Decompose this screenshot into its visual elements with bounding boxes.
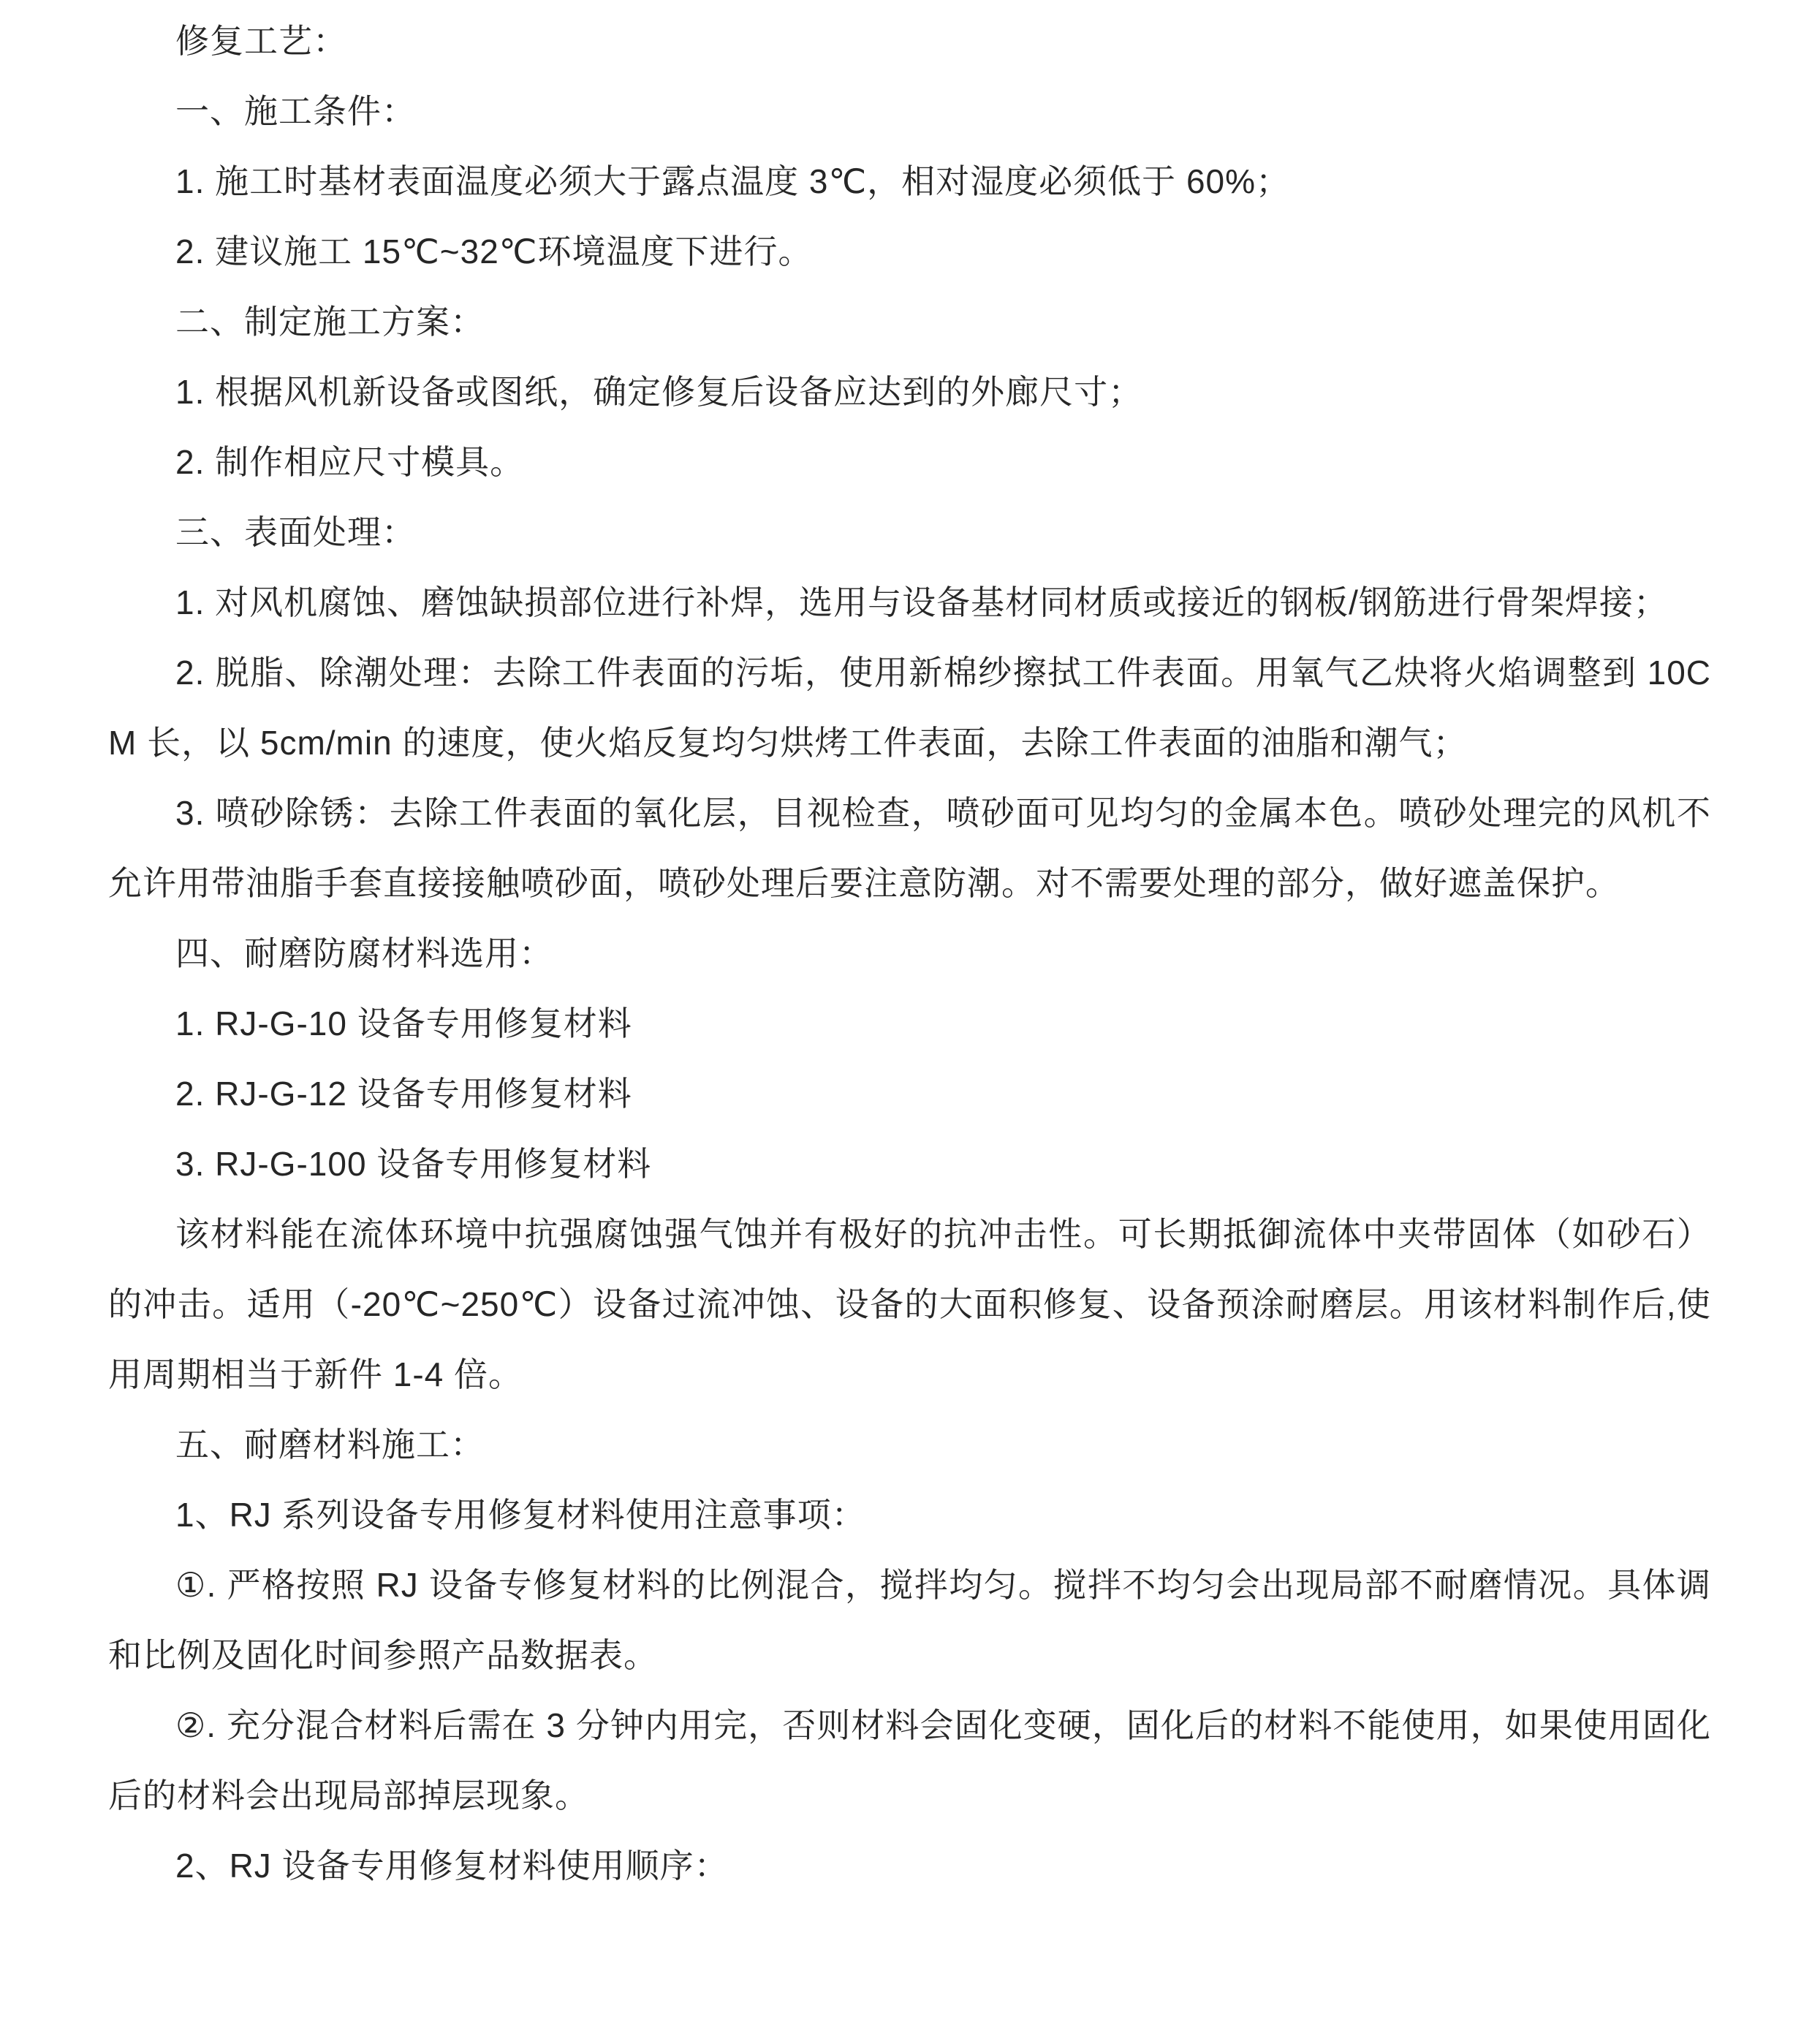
paragraph-surface-2: 2. 脱脂、除潮处理：去除工件表面的污垢，使用新棉纱擦拭工件表面。用氧气乙炔将火焰调整到 10CM 长，以 5cm/min 的速度，使火焰反复均匀烘烤工件表面，去除工件表面的油脂和潮气； <box>108 654 1711 762</box>
paragraph-plan-2: 2. 制作相应尺寸模具。 <box>175 443 525 481</box>
paragraph-plan-1: 1. 根据风机新设备或图纸，确定修复后设备应达到的外廊尺寸； <box>175 373 1143 411</box>
paragraph-usage-order-heading: 2、RJ 设备专用修复材料使用顺序： <box>175 1847 729 1885</box>
section-heading-1-conditions: 一、施工条件： <box>175 92 416 130</box>
paragraph-construction-note-2: ②. 充分混合材料后需在 3 分钟内用完，否则材料会固化变硬，固化后的材料不能使用，如果使用固化后的材料会出现局部掉层现象。 <box>108 1706 1711 1814</box>
section-heading-2-plan: 二、制定施工方案： <box>175 303 485 341</box>
paragraph-material-rj-g-12: 2. RJ-G-12 设备专用修复材料 <box>175 1075 632 1113</box>
paragraph-material-rj-g-100: 3. RJ-G-100 设备专用修复材料 <box>175 1145 652 1183</box>
section-heading-4-materials: 四、耐磨防腐材料选用： <box>175 934 553 972</box>
paragraph-material-rj-g-10: 1. RJ-G-10 设备专用修复材料 <box>175 1004 632 1042</box>
doc-title: 修复工艺： <box>175 22 347 60</box>
paragraph-surface-3: 3. 喷砂除锈：去除工件表面的氧化层，目视检查，喷砂面可见均匀的金属本色。喷砂处理完的风机不允许用带油脂手套直接接触喷砂面，喷砂处理后要注意防潮。对不需要处理的部分，做好遮盖保护。 <box>108 794 1711 902</box>
paragraph-surface-1: 1. 对风机腐蚀、磨蚀缺损部位进行补焊，选用与设备基材同材质或接近的钢板/钢筋进行骨架焊接； <box>175 583 1668 621</box>
paragraph-construction-note-1: ①. 严格按照 RJ 设备专修复材料的比例混合，搅拌均匀。搅拌不均匀会出现局部不耐磨情况。具体调和比例及固化时间参照产品数据表。 <box>108 1566 1711 1674</box>
paragraph-material-description: 该材料能在流体环境中抗强腐蚀强气蚀并有极好的抗冲击性。可长期抵御流体中夹带固体（如砂石）的冲击。适用（-20℃~250℃）设备过流冲蚀、设备的大面积修复、设备预涂耐磨层。用该材料制作后,使用周期相当于新件 1-4 倍。 <box>108 1215 1711 1393</box>
paragraph-condition-2: 2. 建议施工 15℃~32℃环境温度下进行。 <box>175 232 813 270</box>
paragraph-construction-notes-head: 1、RJ 系列设备专用修复材料使用注意事项： <box>175 1496 866 1534</box>
section-heading-3-surface: 三、表面处理： <box>175 513 416 551</box>
section-heading-5-construction: 五、耐磨材料施工： <box>175 1426 485 1464</box>
paragraph-condition-1: 1. 施工时基材表面温度必须大于露点温度 3℃，相对湿度必须低于 60%； <box>175 162 1291 200</box>
